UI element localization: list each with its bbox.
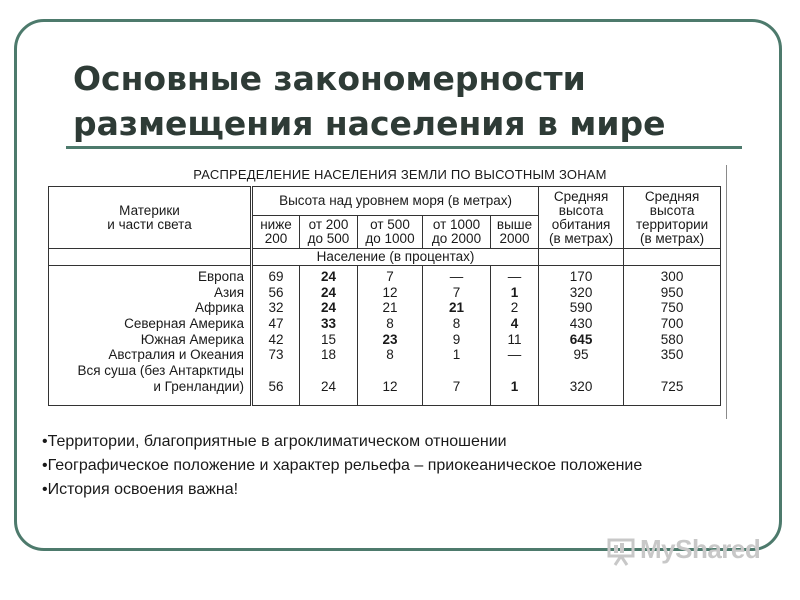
cell: 7 [386,269,394,284]
cell [423,363,490,379]
cell: 320 [569,378,593,394]
cell: 23 [382,331,398,347]
cell: — [507,269,522,284]
band-header: ниже 200 [252,216,300,249]
population-altitude-table [48,186,721,406]
cell: 69 [268,269,284,284]
cell: 18 [320,347,337,363]
header-region-text: Материки и части света [107,202,192,232]
cell: 12 [382,378,398,394]
cell: 350 [660,347,684,363]
title-underline [66,146,742,149]
region-name: Австралия и Океания [108,347,244,363]
cell: 24 [320,284,337,300]
header-avg-territory-text: Средняя высота территории (в метрах) [635,188,709,246]
header-avg-habitation-text: Средняя высота обитания (в метрах) [548,188,614,246]
cell: 580 [660,331,684,347]
header-spacer [49,249,252,266]
presentation-board-icon [606,537,636,563]
cell: 24 [320,300,337,316]
cell: 95 [573,347,589,363]
band-header: от 200 до 500 [300,216,358,249]
cell: 8 [452,316,461,332]
avg-territory-column [624,266,721,406]
region-name: Северная Америка [124,316,244,332]
region-name: Африка [194,300,244,316]
cell: 7 [452,378,461,394]
header-region [49,187,252,249]
cell [539,363,623,379]
header-avg-territory [624,187,721,249]
cell: 590 [569,300,593,316]
cell: 1 [510,284,519,300]
watermark [606,534,760,565]
header-altitude: Высота над уровнем моря (в метрах) [252,187,539,216]
cell: 56 [268,378,284,394]
cell: 725 [660,378,684,394]
cell: 645 [569,331,593,347]
band-header: от 1000 до 2000 [423,216,491,249]
band-header: от 500 до 1000 [358,216,423,249]
cell: 430 [569,316,593,332]
cell: 7 [452,284,461,300]
bullet-item: • Территории, благоприятные в агроклиматическом отношении [42,430,692,454]
cell: 73 [268,347,284,363]
watermark-text: MyShared [640,534,761,564]
region-name: и Гренландии) [153,378,244,394]
cell: 24 [320,378,337,394]
slide-title [73,56,753,146]
cell: 24 [320,269,337,284]
header-spacer [539,249,624,266]
cell: 21 [382,300,398,316]
slide-title-line: Основные закономерности [73,59,586,98]
bullet-item: • Географическое положение и характер рельефа – приокеаническое положение [42,454,692,478]
cell: — [507,347,522,363]
cell: 300 [660,269,684,284]
cell: 32 [268,300,284,316]
region-name: Южная Америка [140,331,244,347]
region-column [49,266,252,406]
cell: 9 [452,331,461,347]
header-population: Население (в процентах) [252,249,539,266]
cell: — [449,269,464,284]
cell: 15 [320,331,337,347]
cell: 42 [268,331,284,347]
region-name: Европа [197,269,244,284]
cell: 750 [660,300,684,316]
slide-title-line: размещения населения в мире [73,104,666,143]
band-column-above-2000 [491,266,539,406]
band-header: выше 2000 [491,216,539,249]
cell: 8 [386,347,394,363]
table-caption: РАСПРЕДЕЛЕНИЕ НАСЕЛЕНИЯ ЗЕМЛИ ПО ВЫСОТНЫМ ЗОНАМ [193,167,607,182]
cell: 8 [386,316,394,332]
bullet-item: • История освоения важна! [42,478,692,502]
bullet-list [42,430,692,502]
cell: 12 [382,284,398,300]
band-column-1000-2000 [423,266,491,406]
cell [358,363,422,379]
header-avg-habitation [539,187,624,249]
cell: 320 [569,284,593,300]
cell: 4 [510,316,519,332]
cell: 950 [660,284,684,300]
avg-habitation-column [539,266,624,406]
cell: 1 [452,347,461,363]
cell: 21 [448,300,465,316]
cell [300,363,357,379]
cell: 2 [510,300,519,316]
cell: 47 [268,316,284,332]
region-name: Вся суша (без Антарктиды [77,363,244,379]
cell [491,363,538,379]
cell: 700 [660,316,684,332]
band-column-200-500 [300,266,358,406]
cell [253,363,299,379]
table-edge-line [726,165,727,419]
cell: 33 [320,316,337,332]
cell: 170 [569,269,593,284]
band-column-below-200 [252,266,300,406]
cell: 1 [510,378,519,394]
cell [624,363,720,379]
header-spacer [624,249,721,266]
region-name: Азия [213,284,244,300]
cell: 11 [507,331,522,347]
cell: 56 [268,284,284,300]
band-column-500-1000 [358,266,423,406]
